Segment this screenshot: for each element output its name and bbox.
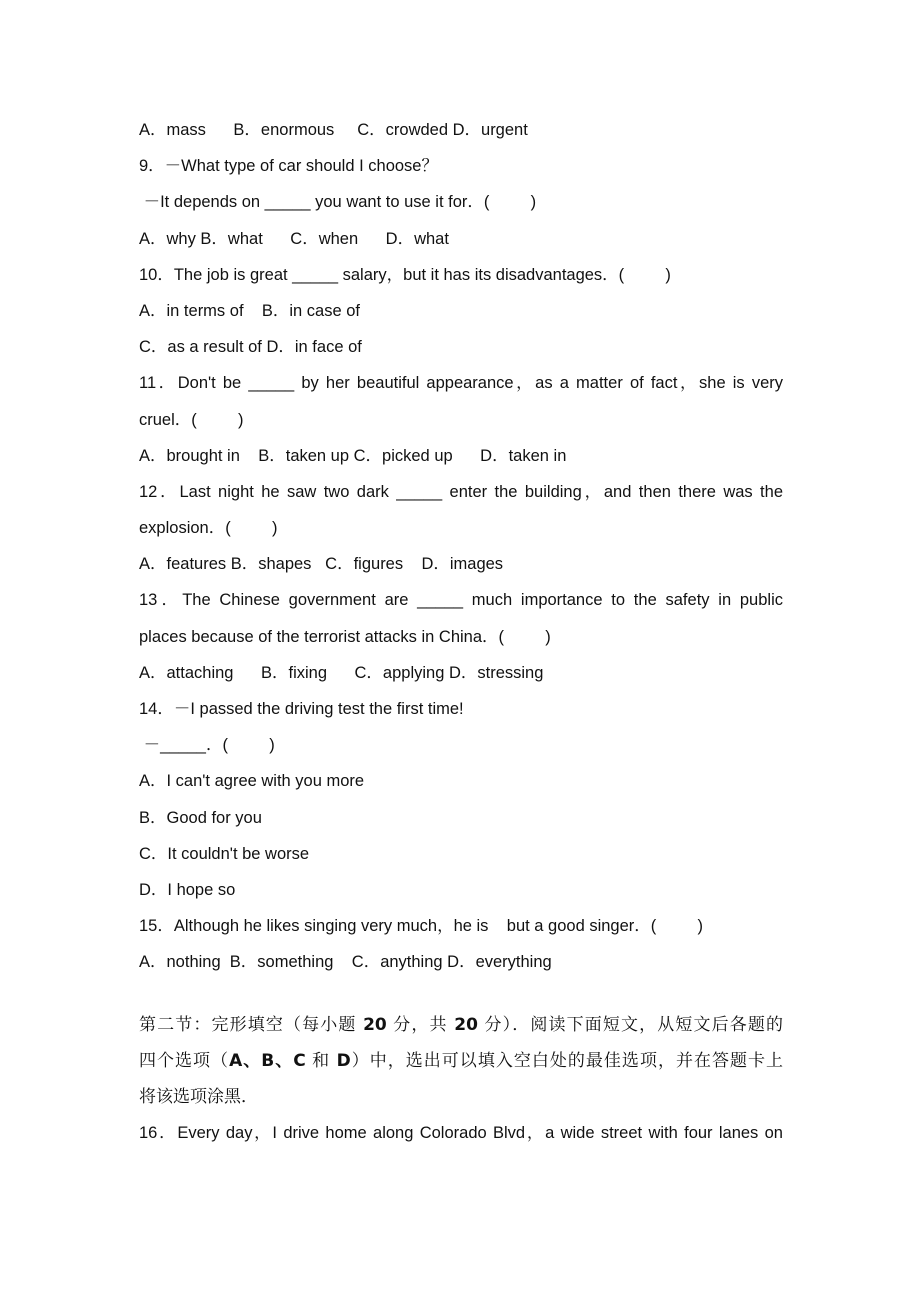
q15-prompt: 15．Although he likes singing very much，he is but a good singer．( ) [139,917,704,936]
q9-response: －It depends on _____ you want to use it for．( ) [139,193,537,212]
q14-option-a: A．I can't agree with you more [139,772,365,791]
section2-row2-and: 和 [305,1050,337,1071]
section2-row1-score: 20 [363,1014,387,1035]
q10-options-ab: A．in terms of B．in case of [139,301,360,320]
q14-option-d: D．I hope so [139,880,236,899]
q13-options: A．attaching B．fixing C．applying D．stressing [139,663,544,682]
section2-row2-text-b: ）中，选出可以填入空白处的最佳选项，并在答题卡上 [350,1050,783,1071]
section2-instructions [139,1007,783,1116]
section2-row2-option-d: D [336,1050,351,1071]
q14-response: －_____．( ) [139,736,275,755]
q12-prompt-line1: 12．Last night he saw two dark _____ enter the building，and then there was the [139,482,783,501]
q11-prompt-line2: cruel．( ) [139,410,244,429]
q13-prompt-line1: 13．The Chinese government are _____ much importance to the safety in public [139,591,783,610]
q14-option-c: C．It couldn't be worse [139,844,310,863]
q11-options: A．brought in B．taken up C．picked up D．taken in [139,446,567,465]
q10-prompt: 10．The job is great _____ salary，but it has its disadvantages．( ) [139,265,671,284]
q9-prompt: 9．－What type of car should I choose？ [139,157,438,176]
section2-row1 [139,1007,783,1043]
section2-row3: 将该选项涂黑． [139,1086,258,1107]
q9-options: A．why B．what C．when D．what [139,229,449,248]
exam-page [139,112,783,1151]
q10-options-cd: C．as a result of D．in face of [139,338,362,357]
section2-row1-text-b: 分，共 [386,1014,455,1035]
section2-row1-text-a: 第二节：完形填空（每小题 [139,1014,364,1035]
q12-options: A．features B．shapes C．figures D．images [139,555,504,574]
section2-row1-total: 20 [454,1014,478,1035]
q11-prompt-line1: 11．Don't be _____ by her beautiful appearance，as a matter of fact，she is very [139,374,783,393]
q12-prompt-line2: explosion．( ) [139,519,278,538]
q15-options: A．nothing B．something C．anything D．everything [139,953,552,972]
section2-row2-text-a: 四个选项（ [139,1050,230,1071]
section-gap [139,981,783,1007]
q14-prompt: 14．－I passed the driving test the first time! [139,700,464,718]
section2-row2-options: A、B、C [229,1050,306,1071]
q14-option-b: B．Good for you [139,808,262,827]
q13-prompt-line2: places because of the terrorist attacks in China．( ) [139,627,551,646]
section2-row1-text-c: 分）．阅读下面短文，从短文后各题的 [477,1014,783,1035]
q16-passage-line1: 16．Every day，I drive home along Colorado Blvd，a wide street with four lanes on [139,1124,783,1143]
section2-row2 [139,1043,783,1079]
q8-options: A．mass B．enormous C．crowded D．urgent [139,121,528,139]
